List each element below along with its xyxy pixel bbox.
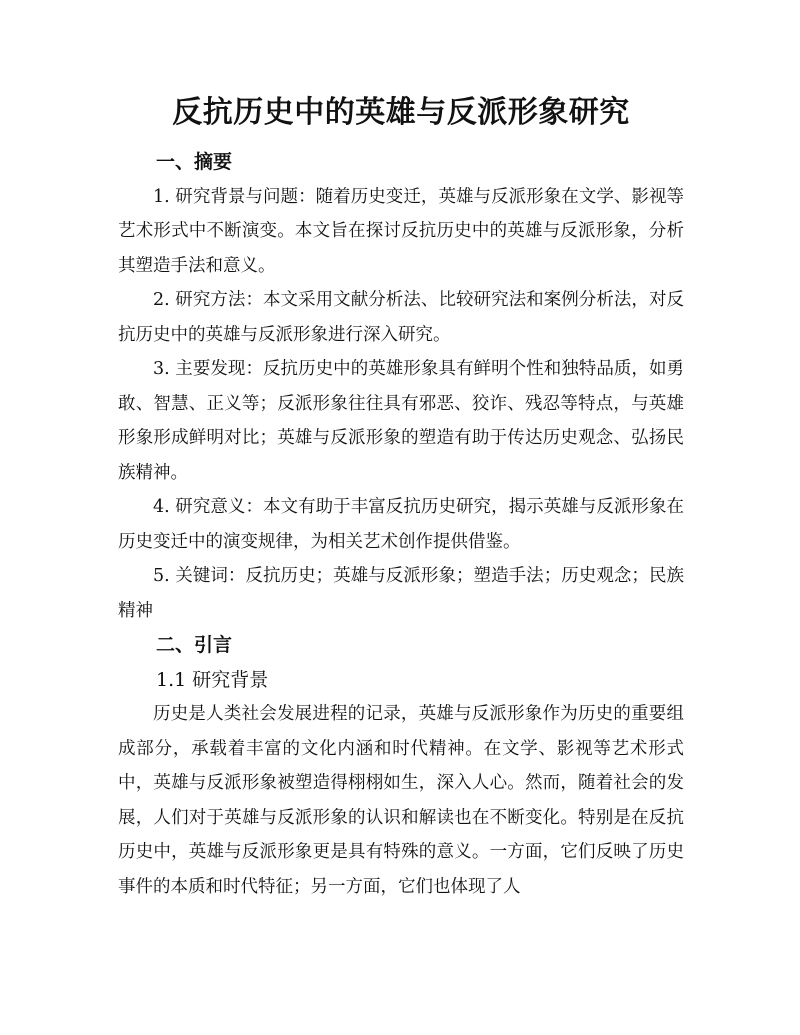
subsection-heading-background: 1.1 研究背景 (156, 668, 269, 691)
section-heading-abstract: 一、摘要 (156, 151, 233, 173)
abstract-item-keywords: 5. 关键词：反抗历史；英雄与反派形象；塑造手法；历史观念；民族精神 (118, 566, 684, 621)
abstract-item-methods: 2. 研究方法：本文采用文献分析法、比较研究法和案例分析法，对反抗历史中的英雄与反派形象进行深入研究。 (118, 290, 684, 345)
section-heading-introduction: 二、引言 (156, 634, 233, 656)
abstract-item-significance: 4. 研究意义：本文有助于丰富反抗历史研究，揭示英雄与反派形象在历史变迁中的演变规律，为相关艺术创作提供借鉴。 (118, 497, 684, 552)
abstract-item-findings: 3. 主要发现：反抗历史中的英雄形象具有鲜明个性和独特品质，如勇敢、智慧、正义等；反派形象往往具有邪恶、狡诈、残忍等特点，与英雄形象形成鲜明对比；英雄与反派形象的塑造有助于传达历史观念、弘扬民族精神。 (118, 359, 684, 483)
document-title: 反抗历史中的英雄与反派形象研究 (172, 95, 630, 130)
document-body (118, 145, 684, 904)
introduction-paragraph: 历史是人类社会发展进程的记录，英雄与反派形象作为历史的重要组成部分，承载着丰富的文化内涵和时代精神。在文学、影视等艺术形式中，英雄与反派形象被塑造得栩栩如生，深入人心。然而，随着社会的发展，人们对于英雄与反派形象的认识和解读也在不断变化。特别是在反抗历史中，英雄与反派形象更是具有特殊的意义。一方面，它们反映了历史事件的本质和时代特征；另一方面，它们也体现了人 (118, 704, 684, 897)
abstract-item-background: 1. 研究背景与问题：随着历史变迁，英雄与反派形象在文学、影视等艺术形式中不断演变。本文旨在探讨反抗历史中的英雄与反派形象，分析其塑造手法和意义。 (118, 186, 684, 276)
